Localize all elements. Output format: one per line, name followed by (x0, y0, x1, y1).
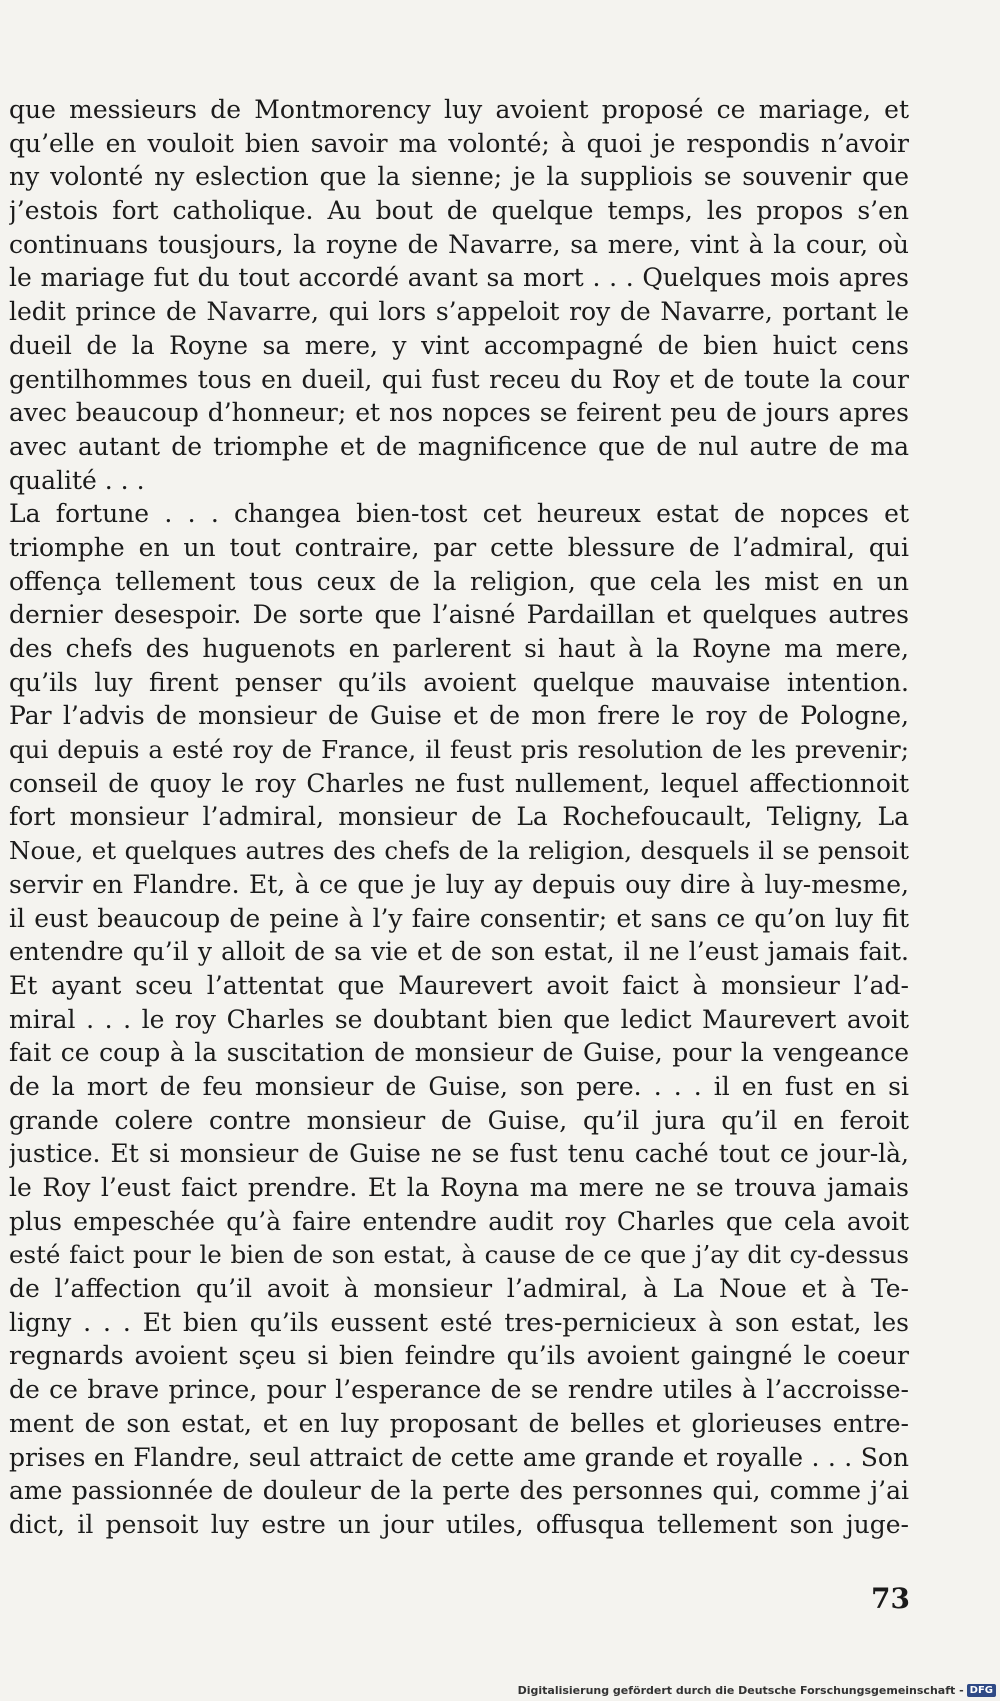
text-line: regnards avoient sçeu si bien feindre qu’ils avoient gaingné le coeur (9, 1341, 909, 1371)
text-line: avec autant de triomphe et de magnificence que de nul autre de ma (9, 431, 909, 461)
page-number: 73 (871, 1582, 910, 1615)
text-line: de ce brave prince, pour l’esperance de se rendre utiles à l’accroisse- (9, 1375, 909, 1405)
text-line: continuans tousjours, la royne de Navarre, sa mere, vint à la cour, où (9, 229, 909, 259)
text-line: La fortune . . . changea bien-tost cet heureux estat de nopces et (9, 499, 909, 529)
text-line: de l’affection qu’il avoit à monsieur l’admiral, à La Noue et à Te- (9, 1274, 909, 1304)
text-line: de la mort de feu monsieur de Guise, son pere. . . . il en fust en si (9, 1071, 909, 1101)
text-line: fait ce coup à la suscitation de monsieur de Guise, pour la vengeance (9, 1038, 909, 1068)
text-line: Noue, et quelques autres des chefs de la religion, desquels il se pensoit (9, 836, 909, 866)
text-line: ment de son estat, et en luy proposant de belles et glorieuses entre- (9, 1408, 909, 1438)
text-line: j’estois fort catholique. Au bout de quelque temps, les propos s’en (9, 196, 909, 226)
text-line: ledit prince de Navarre, qui lors s’appeloit roy de Navarre, portant le (9, 297, 909, 327)
text-line: Et ayant sceu l’attentat que Maurevert avoit faict à monsieur l’ad- (9, 970, 909, 1000)
text-line: des chefs des huguenots en parlerent si haut à la Royne ma mere, (9, 634, 909, 663)
text-line: ligny . . . Et bien qu’ils eussent esté tres-pernicieux à son estat, les (9, 1307, 909, 1337)
text-line: avec beaucoup d’honneur; et nos nopces se feirent peu de jours apres (9, 398, 909, 428)
text-line: qu’elle en vouloit bien savoir ma volonté; à quoi je respondis n’avoir (9, 128, 909, 158)
text-line: triomphe en un tout contraire, par cette blessure de l’admiral, qui (9, 532, 909, 562)
text-line: ny volonté ny eslection que la sienne; je la suppliois se souvenir que (9, 162, 909, 192)
text-line: dueil de la Royne sa mere, y vint accompagné de bien huict cens (9, 330, 909, 360)
text-line: qualité . . . (9, 465, 145, 495)
page-body-text (9, 93, 909, 1542)
text-line: Par l’advis de monsieur de Guise et de mon frere le roy de Pologne, (9, 701, 909, 731)
text-line: qu’ils luy firent penser qu’ils avoient quelque mauvaise intention. (9, 667, 909, 697)
text-line: miral . . . le roy Charles se doubtant bien que ledict Maurevert avoit (9, 1004, 909, 1034)
dfg-logo: DFG (967, 1684, 996, 1697)
text-line: entendre qu’il y alloit de sa vie et de son estat, il ne l’eust jamais fait. (9, 937, 909, 967)
digitization-footer (518, 1684, 996, 1697)
text-line: conseil de quoy le roy Charles ne fust nullement, lequel affectionnoit (9, 768, 909, 798)
text-line: gentilhommes tous en dueil, qui fust receu du Roy et de toute la cour (9, 364, 909, 394)
text-line: il eust beaucoup de peine à l’y faire consentir; et sans ce qu’on luy fit (9, 903, 909, 933)
text-line: que messieurs de Montmorency luy avoient proposé ce mariage, et (9, 95, 909, 124)
text-line: justice. Et si monsieur de Guise ne se fust tenu caché tout ce jour-là, (9, 1139, 909, 1169)
text-line: plus empeschée qu’à faire entendre audit roy Charles que cela avoit (9, 1206, 909, 1236)
text-line: qui depuis a esté roy de France, il feust pris resolution de les prevenir; (9, 735, 909, 765)
text-line: dict, il pensoit luy estre un jour utiles, offusqua tellement son juge- (9, 1509, 909, 1539)
text-line: dernier desespoir. De sorte que l’aisné Pardaillan et quelques autres (9, 600, 909, 630)
footer-credit-text: Digitalisierung gefördert durch die Deutsche Forschungsgemeinschaft - (517, 1684, 964, 1697)
text-line: prises en Flandre, seul attraict de cette ame grande et royalle . . . Son (9, 1442, 909, 1472)
text-line: offença tellement tous ceux de la religion, que cela les mist en un (9, 566, 909, 596)
text-line: esté faict pour le bien de son estat, à cause de ce que j’ay dit cy-dessus (9, 1240, 909, 1270)
text-line: fort monsieur l’admiral, monsieur de La Rochefoucault, Teligny, La (9, 802, 909, 832)
text-line: le mariage fut du tout accordé avant sa mort . . . Quelques mois apres (9, 263, 909, 293)
text-line: ame passionnée de douleur de la perte des personnes qui, comme j’ai (9, 1476, 909, 1506)
text-line: servir en Flandre. Et, à ce que je luy ay depuis ouy dire à luy-mesme, (9, 869, 909, 899)
text-line: grande colere contre monsieur de Guise, qu’il jura qu’il en feroit (9, 1105, 909, 1135)
text-line: le Roy l’eust faict prendre. Et la Royna ma mere ne se trouva jamais (9, 1173, 909, 1202)
